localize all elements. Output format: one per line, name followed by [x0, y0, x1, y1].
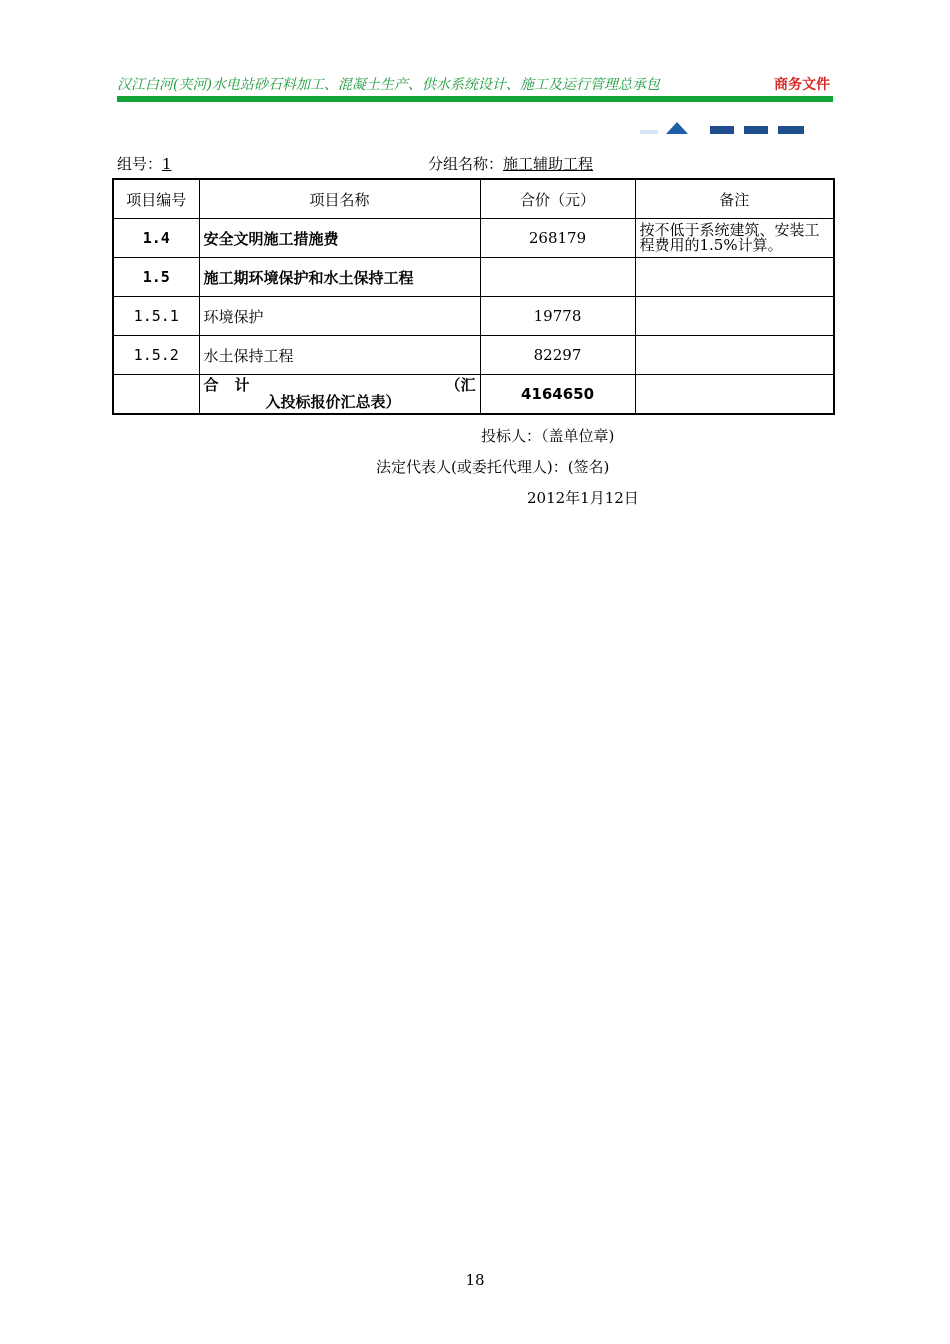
table-row	[113, 219, 834, 258]
item-price: 82297	[480, 336, 635, 375]
item-code: 1.5	[113, 258, 199, 297]
item-name: 施工期环境保护和水土保持工程	[199, 258, 480, 297]
document-category-tag: 商务文件	[774, 77, 830, 93]
item-note: 按不低于系统建筑、安装工程费用的1.5%计算。	[635, 219, 834, 258]
logo-glyph	[710, 126, 734, 134]
header-divider	[117, 96, 833, 102]
item-note	[635, 297, 834, 336]
total-label-paren: （汇	[445, 376, 476, 394]
total-label: 合计	[203, 376, 266, 394]
item-name: 安全文明施工措施费	[199, 219, 480, 258]
column-header-note: 备注	[635, 179, 834, 219]
bidder-signature-line: 投标人：（盖单位章)	[481, 427, 615, 445]
document-header-title: 汉江白河(夹河)水电站砂石料加工、混凝土生产、供水系统设计、施工及运行管理总承包	[117, 77, 660, 93]
subgroup-name-value: 施工辅助工程	[503, 155, 594, 173]
total-label-line2: 入投标报价汇总表）	[265, 393, 401, 411]
item-code: 1.4	[113, 219, 199, 258]
representative-signature-line: 法定代表人(或委托代理人)：(签名)	[376, 458, 610, 476]
total-label-cell	[199, 375, 480, 415]
item-code: 1.5.2	[113, 336, 199, 375]
table-total-row	[113, 375, 834, 415]
table-header-row	[113, 179, 834, 219]
page-number: 18	[465, 1271, 485, 1289]
item-price: 19778	[480, 297, 635, 336]
table-row	[113, 336, 834, 375]
table-row	[113, 258, 834, 297]
logo-arrow-icon	[666, 122, 688, 134]
logo-glyph	[778, 126, 804, 134]
logo-glyph	[744, 126, 768, 134]
column-header-price: 合价（元）	[480, 179, 635, 219]
signature-date: 2012年1月12日	[527, 489, 639, 507]
group-number-label: 组号：	[117, 155, 163, 173]
subgroup-name-label: 分组名称：	[428, 155, 504, 173]
company-logo-fragment	[640, 122, 810, 134]
subgroup-name	[428, 153, 593, 174]
total-note-empty	[635, 375, 834, 415]
item-code: 1.5.1	[113, 297, 199, 336]
item-price: 268179	[480, 219, 635, 258]
total-code-empty	[113, 375, 199, 415]
column-header-name: 项目名称	[199, 179, 480, 219]
group-number	[117, 153, 172, 174]
column-header-code: 项目编号	[113, 179, 199, 219]
item-note	[635, 258, 834, 297]
item-price	[480, 258, 635, 297]
item-name: 环境保护	[199, 297, 480, 336]
total-price: 4164650	[480, 375, 635, 415]
budget-table	[112, 178, 835, 415]
table-row	[113, 297, 834, 336]
item-name: 水土保持工程	[199, 336, 480, 375]
total-label-line1	[204, 377, 476, 394]
logo-bar	[640, 130, 658, 134]
item-note	[635, 336, 834, 375]
group-number-value: 1	[162, 155, 172, 173]
